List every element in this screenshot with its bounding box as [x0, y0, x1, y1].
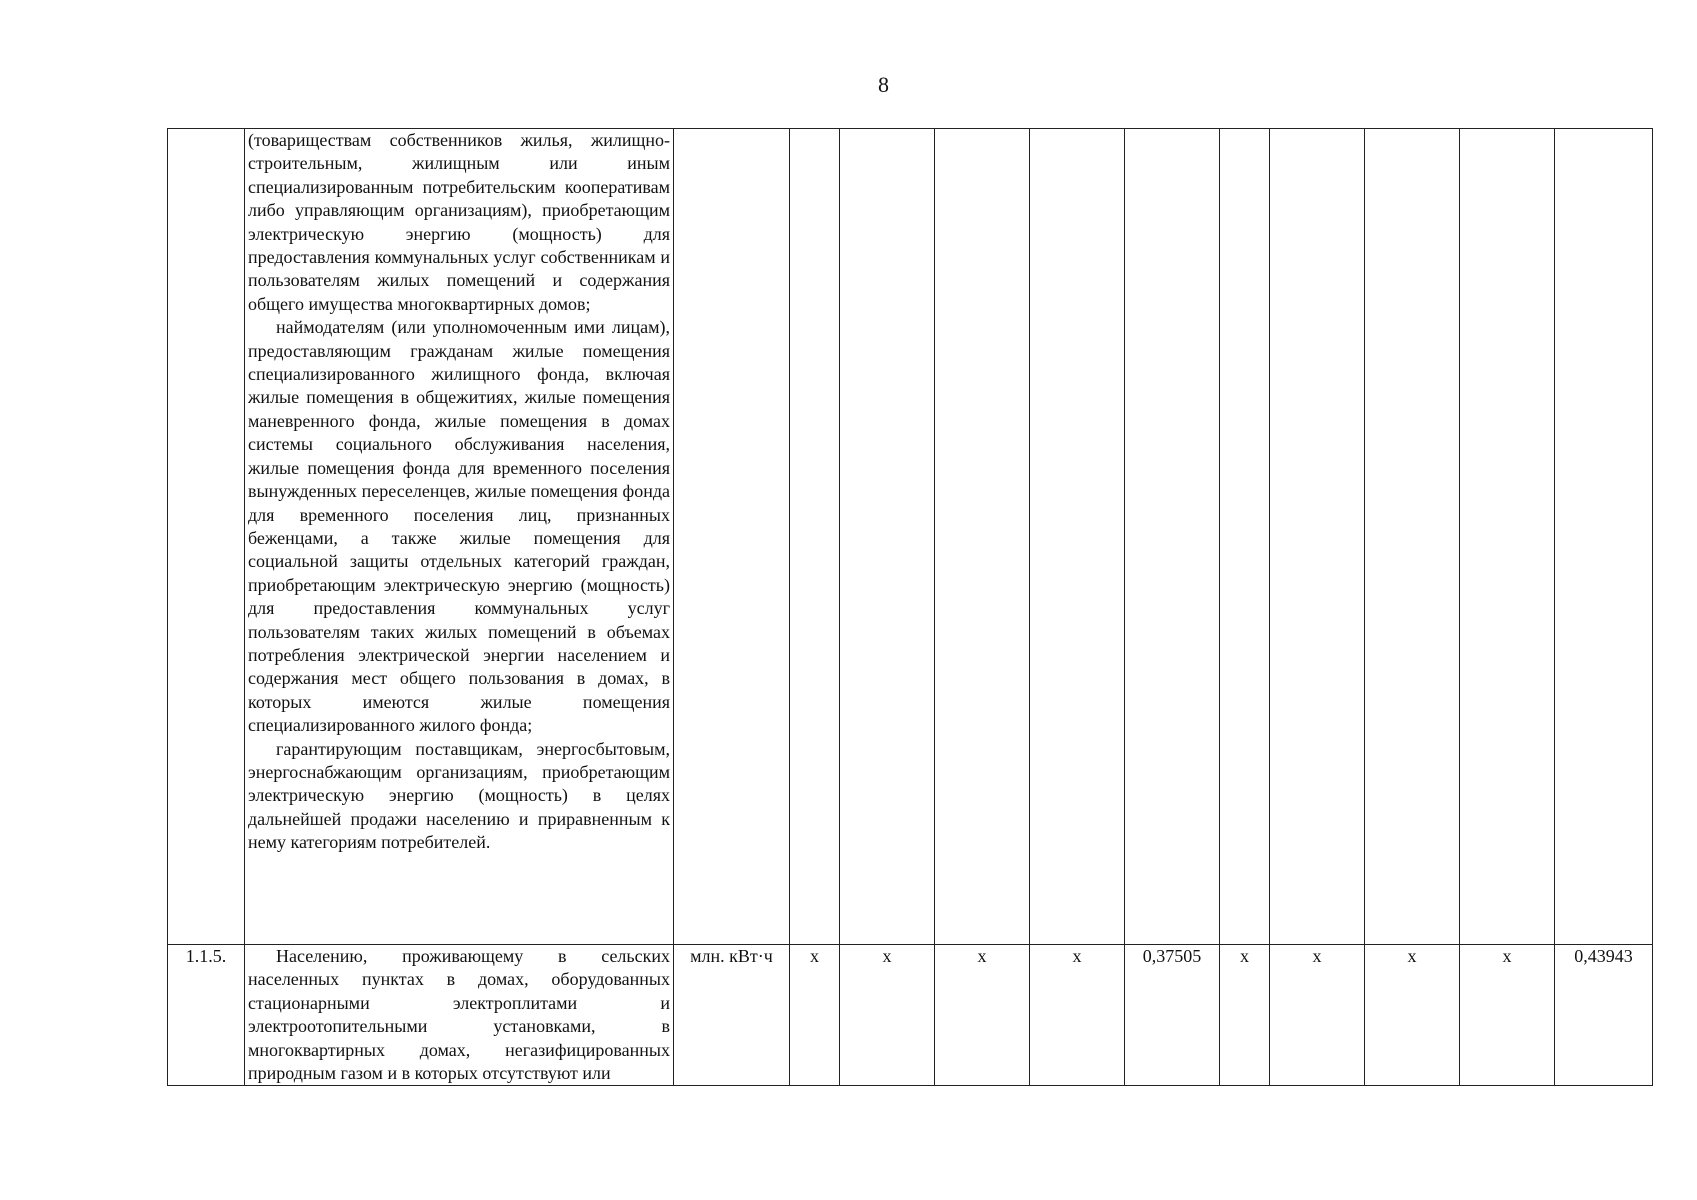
value-cell	[1460, 129, 1555, 945]
unit-cell	[674, 129, 790, 945]
description-paragraph: Населению, проживающему в сельских населенных пунктах в домах, оборудованных стационарными электроплитами и электроотопительными установками, в многоквартирных домах, негазифицированных природным газом и в которых отсутствуют или	[248, 946, 670, 1084]
value-cell	[1125, 129, 1220, 945]
table-row	[168, 129, 1653, 945]
value-cell: х	[1270, 945, 1365, 1086]
description-cell	[245, 129, 674, 945]
description-paragraph: (товариществам собственников жилья, жилищно-строительным, жилищным или иным специализированным потребительским кооперативам либо управляющим организациям), приобретающим электрическую энергию (мощность) для предоставления коммунальных услуг собственникам и пользователям жилых помещений и содержания общего имущества многоквартирных домов;	[248, 130, 670, 314]
value-cell	[1555, 129, 1653, 945]
value-cell	[1365, 129, 1460, 945]
description-cell	[245, 945, 674, 1086]
value-cell: х	[1220, 945, 1270, 1086]
value-cell	[1030, 129, 1125, 945]
page-number: 8	[878, 72, 889, 97]
value-cell: х	[840, 945, 935, 1086]
description-paragraph: наймодателям (или уполномоченным ими лицам), предоставляющим гражданам жилые помещения специализированного жилищного фонда, включая жилые помещения в общежитиях, жилые помещения маневренного фонда, жилые помещения в домах системы социального обслуживания населения, жилые помещения фонда для временного поселения вынужденных переселенцев, жилые помещения фонда для временного поселения лиц, признанных беженцами, а также жилые помещения для социальной защиты отдельных категорий граждан, приобретающим электрическую энергию (мощность) для предоставления коммунальных услуг пользователям таких жилых помещений в объемах потребления электрической энергии населением и содержания мест общего пользования в домах, в которых имеются жилые помещения специализированного жилого фонда;	[248, 317, 670, 736]
unit-cell: млн. кВт·ч	[674, 945, 790, 1086]
table-row	[168, 945, 1653, 1086]
row-number-cell	[168, 129, 245, 945]
value-cell: х	[1365, 945, 1460, 1086]
value-cell: х	[1030, 945, 1125, 1086]
value-cell	[935, 129, 1030, 945]
value-cell: х	[1460, 945, 1555, 1086]
value-cell: х	[790, 945, 840, 1086]
description-paragraph: гарантирующим поставщикам, энергосбытовым, энергоснабжающим организациям, приобретающим электрическую энергию (мощность) в целях дальнейшей продажи населению и приравненным к нему категориям потребителей.	[248, 738, 670, 853]
value-cell: 0,37505	[1125, 945, 1220, 1086]
tariff-table	[167, 128, 1653, 1086]
row-number-cell: 1.1.5.	[168, 945, 245, 1086]
value-cell	[790, 129, 840, 945]
value-cell	[840, 129, 935, 945]
value-cell: х	[935, 945, 1030, 1086]
value-cell	[1270, 129, 1365, 945]
value-cell: 0,43943	[1555, 945, 1653, 1086]
value-cell	[1220, 129, 1270, 945]
